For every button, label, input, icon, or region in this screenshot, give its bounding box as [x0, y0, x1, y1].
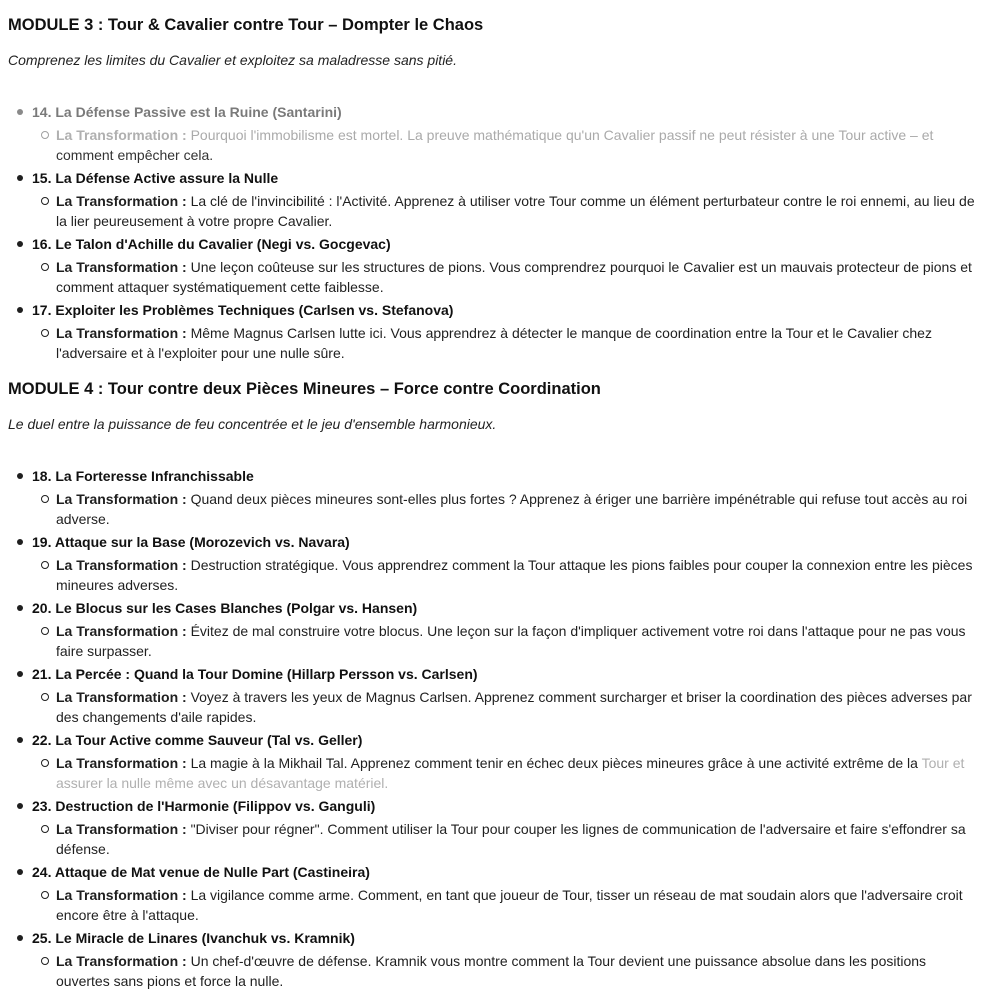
list-item [8, 730, 983, 793]
item-title: 25. Le Miracle de Linares (Ivanchuk vs. Kramnik) [8, 928, 983, 948]
item-text: "Diviser pour régner". Comment utiliser la Tour pour couper les lignes de communication de l'adversaire et faire s'effondrer sa défense. [56, 821, 966, 857]
module-4-subtitle: Le duel entre la puissance de feu concentrée et le jeu d'ensemble harmonieux. [8, 416, 497, 432]
item-label: La Transformation : [56, 689, 187, 705]
item-label: La Transformation : [56, 259, 187, 275]
item-text: Voyez à travers les yeux de Magnus Carlsen. Apprenez comment surcharger et briser la coordination des pièces adverses par des changements d'aile rapides. [56, 689, 972, 725]
item-text-continued: comment empêcher cela. [56, 147, 214, 163]
list-item [8, 664, 983, 727]
module-3-title: MODULE 3 : Tour & Cavalier contre Tour – Dompter le Chaos [8, 16, 484, 34]
item-label: La Transformation : [56, 325, 187, 341]
item-label: La Transformation : [56, 755, 187, 771]
item-label: La Transformation : [56, 491, 187, 507]
item-text: Évitez de mal construire votre blocus. Une leçon sur la façon d'impliquer activement votre roi dans l'attaque pour ne pas vous faire surpasser. [56, 623, 966, 659]
item-description [8, 489, 983, 529]
item-title: 14. La Défense Passive est la Ruine (Santarini) [8, 102, 983, 122]
item-description [8, 257, 983, 297]
item-title: 18. La Forteresse Infranchissable [8, 466, 983, 486]
item-label: La Transformation : [56, 623, 187, 639]
item-text: Même Magnus Carlsen lutte ici. Vous apprendrez à détecter le manque de coordination entre la Tour et le Cavalier chez l'adversaire et à l'exploiter pour une nulle sûre. [56, 325, 932, 361]
item-text: La magie à la Mikhail Tal. Apprenez comment tenir en échec deux pièces mineures grâce à une activité extrême de la [190, 755, 918, 771]
item-label: La Transformation : [56, 193, 187, 209]
list-item [8, 796, 983, 859]
list-item [8, 168, 983, 231]
item-description [8, 885, 983, 925]
item-title: 23. Destruction de l'Harmonie (Filippov vs. Ganguli) [8, 796, 983, 816]
item-text: La vigilance comme arme. Comment, en tant que joueur de Tour, tisser un réseau de mat soudain alors que l'adversaire croit encore être à l'attaque. [56, 887, 963, 923]
item-description [8, 819, 983, 859]
item-text: Une leçon coûteuse sur les structures de pions. Vous comprendrez pourquoi le Cavalier est un mauvais protecteur de pions et comment attaquer systématiquement cette faiblesse. [56, 259, 972, 295]
item-description [8, 753, 983, 793]
item-title: 16. Le Talon d'Achille du Cavalier (Negi vs. Gocgevac) [8, 234, 983, 254]
item-label: La Transformation : [56, 821, 187, 837]
item-description [8, 125, 983, 165]
item-title: 19. Attaque sur la Base (Morozevich vs. Navara) [8, 532, 983, 552]
list-item [8, 234, 983, 297]
item-description [8, 555, 983, 595]
item-title: 20. Le Blocus sur les Cases Blanches (Polgar vs. Hansen) [8, 598, 983, 618]
item-title: 17. Exploiter les Problèmes Techniques (Carlsen vs. Stefanova) [8, 300, 983, 320]
list-item [8, 928, 983, 991]
item-label: La Transformation : [56, 557, 187, 573]
item-description [8, 191, 983, 231]
module-4-title: MODULE 4 : Tour contre deux Pièces Mineures – Force contre Coordination [8, 380, 601, 398]
item-text: Pourquoi l'immobilisme est mortel. La preuve mathématique qu'un Cavalier passif ne peut résister à une Tour active – et [190, 127, 934, 143]
list-item [8, 598, 983, 661]
item-text: La clé de l'invincibilité : l'Activité. Apprenez à utiliser votre Tour comme un élément perturbateur contre le roi ennemi, au lieu de la lier peureusement à votre propre Cavalier. [56, 193, 975, 229]
item-title: 21. La Percée : Quand la Tour Domine (Hillarp Persson vs. Carlsen) [8, 664, 983, 684]
item-label: La Transformation : [56, 127, 187, 143]
list-item [8, 102, 983, 165]
item-description [8, 951, 983, 991]
item-text-continued: Tour et assurer la nulle même avec un désavantage matériel. [56, 755, 965, 791]
item-title: 22. La Tour Active comme Sauveur (Tal vs. Geller) [8, 730, 983, 750]
item-label: La Transformation : [56, 887, 187, 903]
list-item [8, 300, 983, 363]
item-description [8, 621, 983, 661]
item-title: 24. Attaque de Mat venue de Nulle Part (Castineira) [8, 862, 983, 882]
item-text: Un chef-d'œuvre de défense. Kramnik vous montre comment la Tour devient une puissance absolue dans les positions ouvertes sans pions et force la nulle. [56, 953, 927, 989]
module-3-subtitle: Comprenez les limites du Cavalier et exploitez sa maladresse sans pitié. [8, 52, 457, 68]
item-text: Quand deux pièces mineures sont-elles plus fortes ? Apprenez à ériger une barrière impénétrable qui refuse tout accès au roi adverse. [56, 491, 968, 527]
item-title: 15. La Défense Active assure la Nulle [8, 168, 983, 188]
list-item [8, 532, 983, 595]
item-description [8, 323, 983, 363]
list-item [8, 466, 983, 529]
item-text: Destruction stratégique. Vous apprendrez comment la Tour attaque les pions faibles pour couper la connexion entre les pièces mineures adverses. [56, 557, 973, 593]
list-item [8, 862, 983, 925]
item-description [8, 687, 983, 727]
item-label: La Transformation : [56, 953, 187, 969]
